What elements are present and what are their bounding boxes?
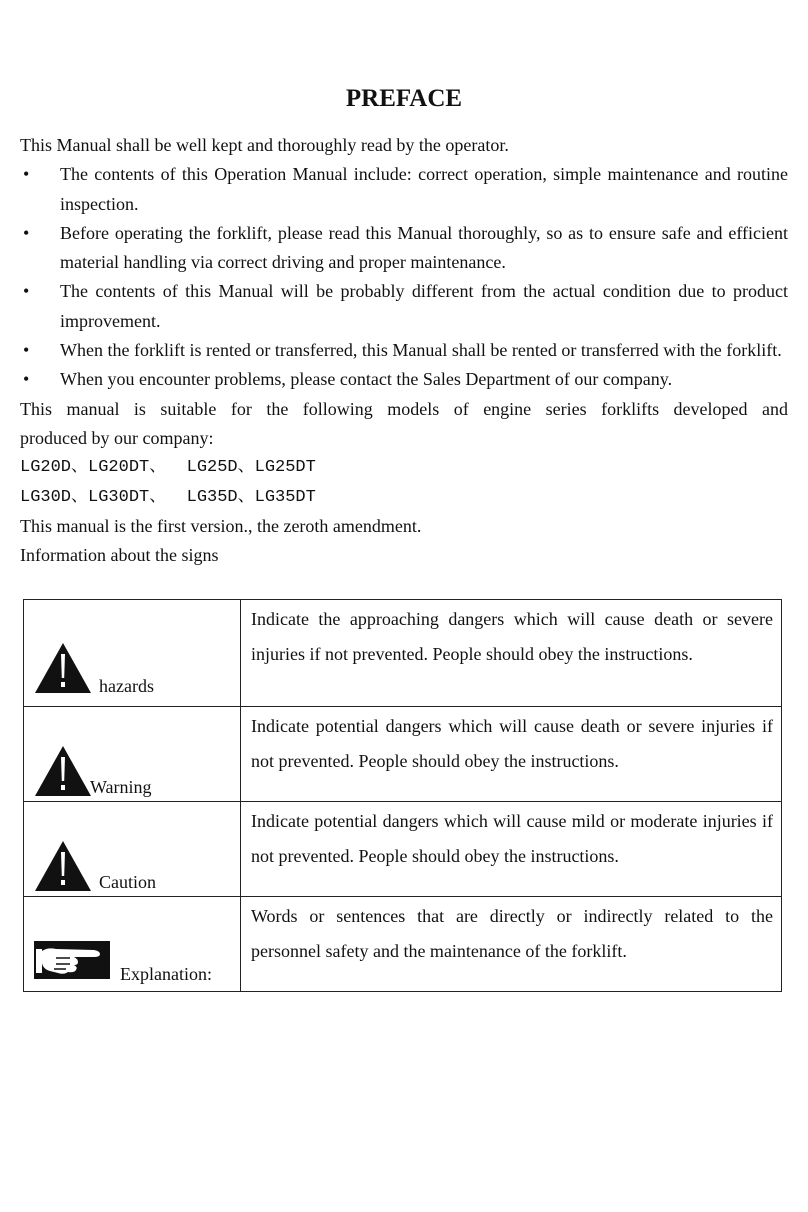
page-title: PREFACE bbox=[345, 85, 463, 112]
suitable-text-line1: This manual is suitable for the following models of engine series forklifts developed and bbox=[20, 398, 788, 419]
sign-description bbox=[241, 802, 782, 897]
warning-triangle-icon bbox=[34, 840, 92, 892]
description-text: Indicate potential dangers which will cause mild or moderate injuries if not prevented. People should obey the instructions. bbox=[251, 811, 773, 866]
table-row bbox=[24, 707, 782, 802]
table-row bbox=[24, 802, 782, 897]
version-text: This manual is the first version., the zeroth amendment. bbox=[20, 515, 422, 536]
table-row bbox=[24, 600, 782, 707]
sign-description bbox=[241, 707, 782, 802]
sign-description bbox=[241, 897, 782, 992]
pointing-hand-icon bbox=[34, 941, 110, 979]
sign-cell bbox=[24, 707, 241, 802]
models-line2: LG30D、LG30DT、 LG35D、LG35DT bbox=[20, 487, 316, 507]
sign-cell bbox=[24, 802, 241, 897]
intro-text: This Manual shall be well kept and thoroughly read by the operator. bbox=[20, 135, 509, 155]
suitable-text-line2: produced by our company: bbox=[20, 427, 214, 448]
sign-label: Explanation: bbox=[120, 964, 212, 984]
description-text: Indicate the approaching dangers which will cause death or severe injuries if not prevented. People should obey the instructions. bbox=[251, 609, 773, 664]
bullet-item: • Before operating the forklift, please read this Manual thoroughly, so as to ensure safe and efficient material handling via correct driving and proper maintenance. bbox=[20, 219, 788, 278]
sign-description bbox=[241, 600, 782, 707]
preface-page bbox=[20, 84, 788, 570]
signs-heading: Information about the signs bbox=[20, 545, 219, 566]
bullet-item: • The contents of this Operation Manual include: correct operation, simple maintenance and routine inspection. bbox=[20, 160, 788, 219]
sign-cell bbox=[24, 897, 241, 992]
description-text: Words or sentences that are directly or indirectly related to the personnel safety and the maintenance of the forklift. bbox=[251, 906, 773, 961]
bullet-item: • When you encounter problems, please contact the Sales Department of our company. bbox=[20, 365, 788, 394]
bullet-list bbox=[20, 160, 788, 394]
sign-label: Caution bbox=[99, 872, 156, 892]
sign-label: hazards bbox=[99, 676, 154, 696]
table-row bbox=[24, 897, 782, 992]
bullet-item: • The contents of this Manual will be probably different from the actual condition due to product improvement. bbox=[20, 277, 788, 336]
description-text: Indicate potential dangers which will cause death or severe injuries if not prevented. People should obey the instructions. bbox=[251, 716, 773, 771]
sign-label: Warning bbox=[90, 777, 152, 797]
models-line1: LG20D、LG20DT、 LG25D、LG25DT bbox=[20, 458, 316, 478]
warning-triangle-icon bbox=[34, 745, 92, 797]
signs-table bbox=[23, 599, 782, 992]
warning-triangle-icon bbox=[34, 642, 92, 694]
bullet-item: • When the forklift is rented or transferred, this Manual shall be rented or transferred with the forklift. bbox=[20, 336, 788, 365]
sign-cell bbox=[24, 600, 241, 707]
